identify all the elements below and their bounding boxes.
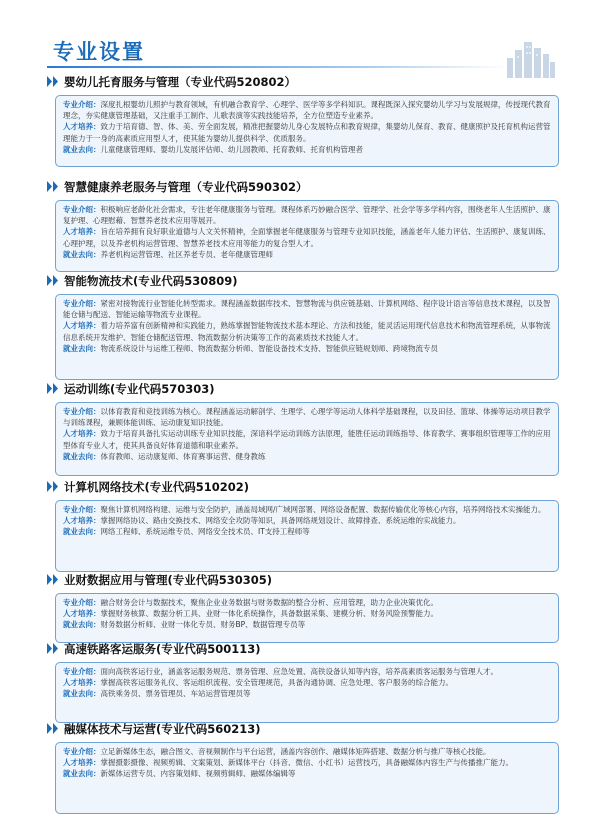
program-section xyxy=(47,720,559,779)
program-title: 融媒体技术与运营(专业代码560213) xyxy=(64,722,261,736)
talent-text: 旨在培养拥有良好职业道德与人文关怀精神，全面掌握老年健康服务与管理专业知识技能，涵盖老年人能力评估、生活照护、康复训练、心理护理，以及养老机构运营管理、智慧养老技术应用等能力的复合型人才。 xyxy=(63,227,551,248)
program-details xyxy=(55,402,559,476)
program-section xyxy=(47,73,559,154)
talent-text: 着力培养富有创新精神和实践能力，熟练掌握智能物流技术基本理论、方法和技能，能灵活运用现代信息技术和物流管理系统，从事物流信息系统开发维护、智能仓储配送管理、物流数据分析决策等工作的高素质技术技能人才。 xyxy=(63,321,551,342)
intro-row xyxy=(63,406,551,428)
intro-label: 专业介绍： xyxy=(63,407,101,416)
double-arrow-icon xyxy=(47,383,59,394)
talent-label: 人才培养： xyxy=(63,678,101,688)
talent-label: 人才培养： xyxy=(63,429,101,439)
career-label: 就业去向： xyxy=(63,451,101,461)
intro-text: 紧密对接物流行业智能化转型需求。课程涵盖数据库技术、智慧物流与供应链基础、计算机网络、程序设计语言等信息技术课程，以及智能仓储与配送、智能运输等物流专业课程。 xyxy=(63,299,551,320)
career-label: 就业去向： xyxy=(63,689,101,699)
program-details xyxy=(55,742,559,814)
career-label: 就业去向： xyxy=(63,527,101,537)
intro-row xyxy=(63,504,551,515)
career-label: 就业去向： xyxy=(63,343,101,353)
double-arrow-icon xyxy=(47,275,59,286)
intro-text: 聚焦计算机网络构建、运维与安全防护，涵盖局域网/广域网部署、网络设备配置、数据传输优化等核心内容，培养网络技术实操能力。 xyxy=(100,505,546,514)
intro-label: 专业介绍： xyxy=(63,747,101,756)
double-arrow-icon xyxy=(47,76,59,87)
intro-label: 专业介绍： xyxy=(63,598,101,607)
talent-row xyxy=(63,677,551,688)
career-text: 物流系统设计与运维工程师、物流数据分析师、智能设备技术支持、智能供应链规划师、跨境物流专员 xyxy=(100,343,438,353)
talent-row xyxy=(63,608,551,619)
career-row xyxy=(63,249,551,260)
program-section xyxy=(47,571,559,630)
career-text: 养老机构运营管理、社区养老专员、老年健康管理师 xyxy=(100,249,273,259)
intro-row xyxy=(63,204,551,226)
talent-row xyxy=(63,428,551,450)
intro-label: 专业介绍： xyxy=(63,100,101,109)
career-label: 就业去向： xyxy=(63,249,101,259)
intro-row xyxy=(63,99,551,121)
program-section xyxy=(47,178,559,259)
talent-text: 致力于培育德、智、体、美、劳全面发展，精准把握婴幼儿身心发展特点和教育规律，集婴幼儿保育、教育、健康照护及托育机构运营管理能力于一身的高素质应用型人才，使其能为婴幼儿提供科学、优质服务。 xyxy=(63,122,551,143)
program-section xyxy=(47,640,559,699)
program-title: 运动训练(专业代码570303) xyxy=(64,382,215,396)
career-label: 就业去向： xyxy=(63,620,101,630)
program-details xyxy=(55,662,559,723)
talent-row xyxy=(63,515,551,526)
intro-row xyxy=(63,666,551,677)
program-title: 高速铁路客运服务(专业代码500113) xyxy=(64,642,261,656)
intro-row xyxy=(63,746,551,757)
intro-text: 立足新媒体生态，融合图文、音视频制作与平台运营，涵盖内容创作、融媒体矩阵搭建、数据分析与推广等核心技能。 xyxy=(100,747,491,756)
career-row xyxy=(63,619,551,630)
talent-label: 人才培养： xyxy=(63,758,101,768)
talent-text: 掌握网络协议、路由交换技术、网络安全攻防等知识，具备网络规划设计、故障排查、系统运维的实战能力。 xyxy=(100,516,461,526)
buildings-icon xyxy=(505,36,557,78)
talent-row xyxy=(63,320,551,342)
career-row xyxy=(63,451,551,462)
double-arrow-icon xyxy=(47,574,59,585)
talent-text: 掌握摄影摄像、视频剪辑、文案策划、新媒体平台（抖音、微信、小红书）运营技巧，具备融媒体内容生产与传播推广能力。 xyxy=(100,758,513,768)
intro-text: 融合财务会计与数据技术，聚焦企业业务数据与财务数据的整合分析、应用管理，助力企业决策优化。 xyxy=(100,598,438,607)
career-text: 财务数据分析师、业财一体化专员、财务BP、数据管理专员等 xyxy=(100,620,306,630)
program-section xyxy=(47,272,559,353)
talent-label: 人才培养： xyxy=(63,609,101,619)
intro-text: 深度扎根婴幼儿照护与教育领域，有机融合教育学、心理学、医学等多学科知识。课程既深入探究婴幼儿学习与发展规律，传授现代教育理念，夯实健康管理基础，又注重手工制作、儿歌表演等实践技能培养，全方位塑造专业素养。 xyxy=(63,100,551,121)
program-details xyxy=(55,200,559,272)
title-underline xyxy=(47,66,507,68)
intro-row xyxy=(63,298,551,320)
intro-text: 以体育教育和竞技训练为核心。课程涵盖运动解剖学、生理学、心理学等运动人体科学基础课程，以及田径、篮球、体操等运动项目教学与训练课程，兼顾体能训练、运动康复知识技能。 xyxy=(63,407,551,428)
talent-label: 人才培养： xyxy=(63,122,101,132)
intro-label: 专业介绍： xyxy=(63,299,101,308)
program-title: 婴幼儿托育服务与管理（专业代码520802） xyxy=(64,75,297,89)
talent-text: 掌握高铁客运服务礼仪、客运组织流程、安全管理规范，具备沟通协调、应急处理、客户服务的综合能力。 xyxy=(100,678,453,688)
talent-text: 掌握财务核算、数据分析工具、业财一体化系统操作，具备数据采集、建模分析、财务风险预警能力。 xyxy=(100,609,438,619)
double-arrow-icon xyxy=(47,181,59,192)
career-text: 儿童健康管理师、婴幼儿发展评估师、幼儿园教师、托育教师、托育机构管理者 xyxy=(100,144,363,154)
program-title: 计算机网络技术(专业代码510202) xyxy=(64,480,250,494)
program-title: 智能物流技术(专业代码530809) xyxy=(64,274,238,288)
career-row xyxy=(63,144,551,155)
program-section xyxy=(47,380,559,461)
career-label: 就业去向： xyxy=(63,769,101,779)
double-arrow-icon xyxy=(47,481,59,492)
double-arrow-icon xyxy=(47,723,59,734)
career-text: 新媒体运营专员、内容策划师、视频剪辑师、融媒体编辑等 xyxy=(100,769,296,779)
page-title: 专业设置 xyxy=(53,40,145,64)
career-row xyxy=(63,526,551,537)
program-details xyxy=(55,593,559,643)
program-title: 智慧健康养老服务与管理（专业代码590302） xyxy=(64,180,308,194)
talent-row xyxy=(63,121,551,143)
program-section xyxy=(47,478,559,537)
intro-label: 专业介绍： xyxy=(63,205,101,214)
talent-label: 人才培养： xyxy=(63,516,101,526)
intro-label: 专业介绍： xyxy=(63,505,101,514)
career-label: 就业去向： xyxy=(63,144,101,154)
talent-row xyxy=(63,226,551,248)
career-text: 网络工程师、系统运维专员、网络安全技术员、IT支持工程师等 xyxy=(100,527,310,537)
intro-label: 专业介绍： xyxy=(63,667,101,676)
talent-label: 人才培养： xyxy=(63,227,101,237)
intro-row xyxy=(63,597,551,608)
career-row xyxy=(63,768,551,779)
career-text: 高铁乘务员、票务管理员、车站运营管理员等 xyxy=(100,689,251,699)
talent-row xyxy=(63,757,551,768)
talent-text: 致力于培育具备扎实运动训练专业知识技能，深谙科学运动训练方法原理，能胜任运动训练指导、体育教学、赛事组织管理等工作的应用型体育专业人才，使其具备良好体育道德和职业素养。 xyxy=(63,429,551,450)
career-text: 体育教师、运动康复师、体育赛事运营、健身教练 xyxy=(100,451,266,461)
double-arrow-icon xyxy=(47,643,59,654)
program-details xyxy=(55,500,559,572)
intro-text: 面向高铁客运行业，涵盖客运服务规范、票务管理、应急处置、高铁设备认知等内容，培养高素质客运服务与管理人才。 xyxy=(100,667,498,676)
career-row xyxy=(63,688,551,699)
program-details xyxy=(55,294,559,380)
talent-label: 人才培养： xyxy=(63,321,101,331)
intro-text: 积极响应老龄化社会需求，专注老年健康服务与管理。课程体系巧妙融合医学、管理学、社会学等多学科内容，围绕老年人生活照护、康复护理、心理慰藉、智慧养老技术应用等展开。 xyxy=(63,205,551,226)
career-row xyxy=(63,343,551,354)
program-title: 业财数据应用与管理(专业代码530305) xyxy=(64,573,273,587)
program-details xyxy=(55,95,559,167)
